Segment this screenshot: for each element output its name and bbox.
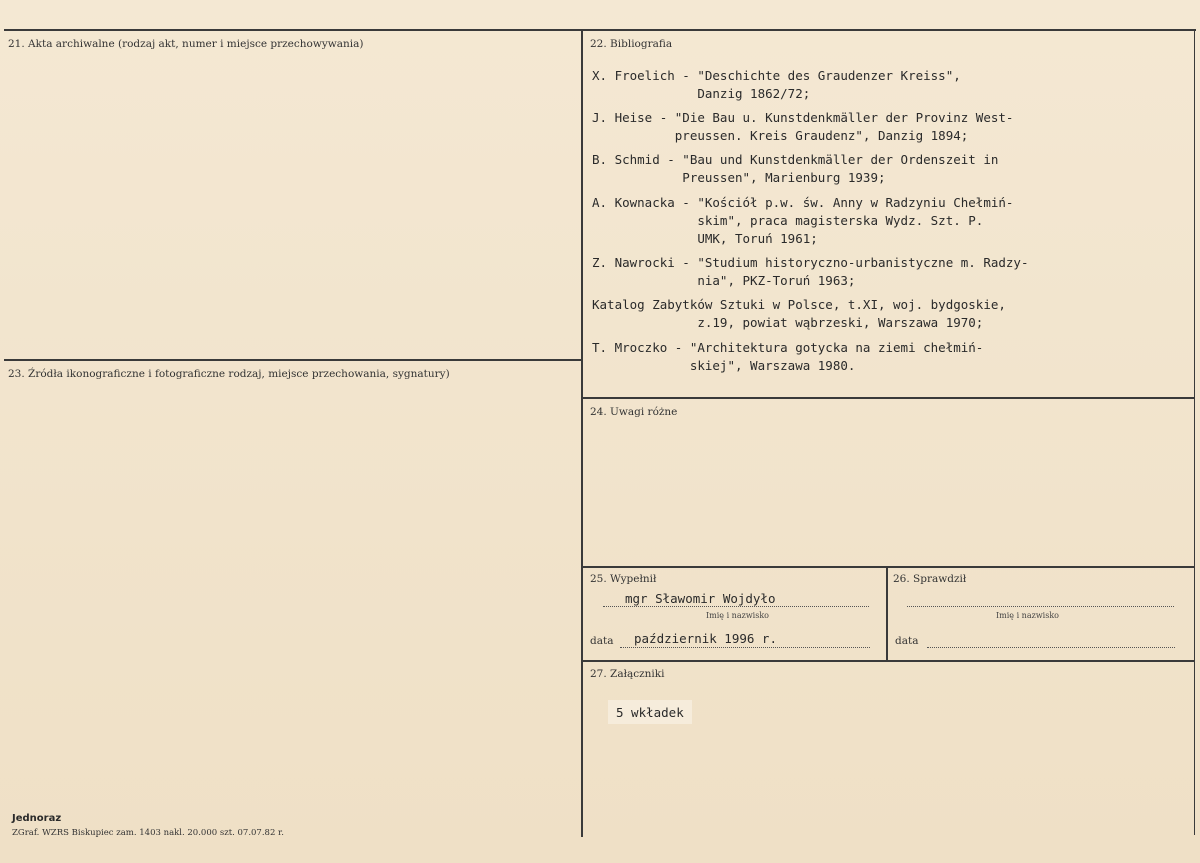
divider-25-26 bbox=[886, 566, 888, 660]
bibliography-entry: J. Heise - "Die Bau u. Kunstdenkmäller der Provinz West- preussen. Kreis Graudenz", Danzig 1894; bbox=[592, 110, 1014, 143]
filled-by-date: październik 1996 r. bbox=[634, 631, 777, 646]
bibliography-entry: A. Kownacka - "Kościół p.w. św. Anny w Radzyniu Chełmiń- skim", praca magisterska Wydz. Szt. P. UMK, Toruń 1961; bbox=[592, 195, 1014, 246]
section-24-title: 24. Uwagi różne bbox=[590, 406, 678, 418]
checked-by-name-caption: Imię i nazwisko bbox=[996, 611, 1059, 620]
section-21-title: 21. Akta archiwalne (rodzaj akt, numer i miejsce przechowywania) bbox=[8, 38, 364, 50]
attachments-content: 5 wkładek bbox=[616, 705, 684, 720]
footer-line2: ZGraf. WZRS Biskupiec zam. 1403 nakl. 20.000 szt. 07.07.82 r. bbox=[12, 828, 284, 838]
divider-22-24 bbox=[583, 397, 1195, 399]
top-border bbox=[4, 29, 1196, 31]
filled-by-date-line bbox=[620, 647, 870, 648]
footer-line1: Jednoraz bbox=[12, 813, 62, 824]
section-27-title: 27. Załączniki bbox=[590, 668, 665, 680]
filled-by-name-caption: Imię i nazwisko bbox=[706, 611, 769, 620]
bibliography-entry: T. Mroczko - "Architektura gotycka na ziemi chełmiń- skiej", Warszawa 1980. bbox=[592, 340, 984, 373]
divider-24-25 bbox=[583, 566, 1195, 568]
filled-by-date-label: data bbox=[590, 635, 614, 647]
section-26-title: 26. Sprawdził bbox=[893, 573, 967, 585]
section-22-title: 22. Bibliografia bbox=[590, 38, 673, 50]
filled-by-name-line bbox=[603, 606, 869, 607]
checked-by-date-line bbox=[927, 647, 1175, 648]
section-23-title: 23. Źródła ikonograficzne i fotograficzne rodzaj, miejsce przechowania, sygnatury) bbox=[8, 368, 450, 380]
bibliography-entry: Z. Nawrocki - "Studium historyczno-urbanistyczne m. Radzy- nia", PKZ-Toruń 1963; bbox=[592, 255, 1029, 288]
divider-21-23 bbox=[4, 359, 582, 361]
bibliography-entry: X. Froelich - "Deschichte des Graudenzer Kreiss", Danzig 1862/72; bbox=[592, 68, 961, 101]
center-divider bbox=[581, 29, 583, 837]
divider-25-27 bbox=[583, 660, 1195, 662]
right-border bbox=[1194, 29, 1195, 835]
filled-by-name: mgr Sławomir Wojdyło bbox=[625, 591, 776, 606]
bibliography-entry: B. Schmid - "Bau und Kunstdenkmäller der Ordenszeit in Preussen", Marienburg 1939; bbox=[592, 152, 999, 185]
attachments-slip bbox=[608, 700, 692, 724]
bibliography-entry: Katalog Zabytków Sztuki w Polsce, t.XI, woj. bydgoskie, z.19, powiat wąbrzeski, Warszawa 1970; bbox=[592, 297, 1006, 330]
section-25-title: 25. Wypełnił bbox=[590, 573, 657, 585]
checked-by-name-line bbox=[907, 606, 1174, 607]
checked-by-date-label: data bbox=[895, 635, 919, 647]
